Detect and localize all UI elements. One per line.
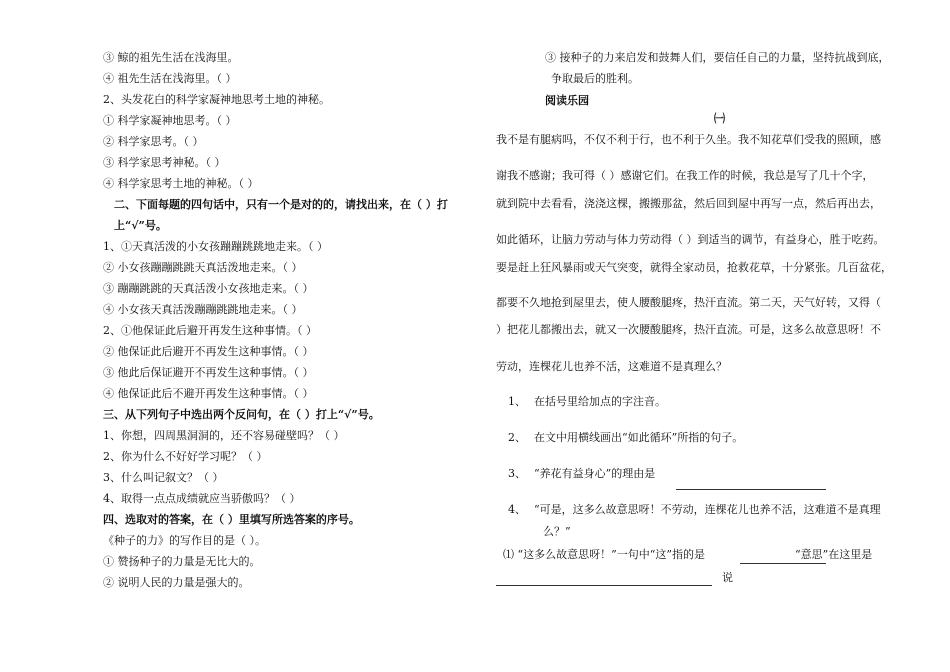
section-heading: 二、下面每题的四句话中，只有一个是对的的，请找出来，在（ ）打 [114,198,448,211]
passage-line: ）把花儿都搬出去，就又一次腰酸腿疼，热汗直流。可是，这多么故意思呀！不 [496,323,881,336]
question-text-cont: 么？” [543,525,571,538]
text-line: ④ 小女孩天真活泼蹦蹦跳跳地走来。（ ） [103,303,303,316]
question-number: 4、 [508,503,526,516]
section-heading: 三、从下列句子中选出两个反问句，在（ ）打上“√”号。 [103,408,380,421]
passage-line: 劳动，连棵花儿也养不活，这难道不是真理么？ [496,360,727,373]
text-line: ① 科学家凝神地思考。（ ） [103,114,237,127]
sub-question-text: 说 [722,571,733,584]
question-text: 在文中用横线画出“如此循环”所指的句子。 [534,431,744,444]
passage-line: 就到院中去看看，浇浇这棵，搬搬那盆，然后回到屋中再写一点，然后再出去， [496,197,881,210]
question-text: “养花有益身心”的理由是 [534,467,656,480]
question-text: 在括号里给加点的字注音。 [534,395,666,408]
passage-line: 都要不久地抢到屋里去，使人腰酸腿疼，热汗直流。第二天，天气好转，又得（ [496,296,881,309]
passage-line: 我不是有腿病吗，不仅不利于行，也不利于久坐。我不知花草们受我的照顾，感 [496,133,881,146]
text-line: 4、取得一点点成绩就应当骄傲吗？（ ） [103,492,301,505]
text-line: ③ 蹦蹦跳跳的天真活泼小女孩地走来。（ ） [103,282,314,295]
text-line: ③ 接种子的力来启发和鼓舞人们，要信任自己的力量，坚持抗战到底， [545,51,890,64]
text-line: ② 科学家思考。（ ） [103,135,204,148]
text-line: ④ 他保证此后不避开再发生这种事情。（ ） [103,387,314,400]
text-line: ② 他保证此后避开不再发生这种事情。（ ） [103,345,314,358]
passage-line: 要是赶上狂风暴雨或天气突变，就得全家动员，抢救花草，十分紧张。几百盆花， [496,261,892,274]
text-line: ④ 科学家思考土地的神秘。（ ） [103,177,259,190]
sub-question-text: “意思”在这里是 [795,548,873,561]
question-number: 2、 [508,431,526,444]
section-heading-cont: 上“√”号。 [114,219,167,232]
answer-blank[interactable] [496,585,712,586]
answer-blank[interactable] [740,563,826,564]
question-number: 1、 [508,395,526,408]
text-line: 1、①天真活泼的小女孩蹦蹦跳跳地走来。（ ） [103,240,328,253]
text-line: ③ 鲸的祖先生活在浅海里。 [103,51,239,64]
sub-question-text: ⑴ “这多么故意思呀！”一句中“这”指的是 [503,548,705,561]
text-line: ① 赞扬种子的力量是无比大的。 [103,555,261,568]
passage-line: 谢我不感谢；我可得（ ）感谢它们。在我工作的时候，我总是写了几十个字， [496,169,874,182]
question-text: “可是，这多么故意思呀！不劳动，连棵花儿也养不活，这难道不是真理 [534,503,881,516]
text-line: 2、你为什么不好好学习呢？（ ） [103,450,268,463]
text-line: 1、你想，四周黑洞洞的，还不容易碰壁吗？（ ） [103,429,345,442]
text-line: ③ 他此后保证避开不再发生这种事情。（ ） [103,366,314,379]
section-heading: 四、选取对的答案，在（ ）里填写所选答案的序号。 [103,513,360,526]
text-line: 《种子的力》的写作目的是（ ）。 [103,534,266,547]
answer-blank[interactable] [676,489,826,490]
text-line: 争取最后的胜利。 [551,72,639,85]
passage-line: 如此循环，让脑力劳动与体力劳动得（ ）到适当的调节，有益身心，胜于吃药。 [496,233,885,246]
question-number: 3、 [508,467,526,480]
text-line: ② 小女孩蹦蹦跳跳天真活泼地走来。（ ） [103,261,303,274]
text-line: 2、头发花白的科学家凝神地思考土地的神秘。 [103,93,330,106]
passage-number: ㈠ [714,112,725,125]
text-line: ② 说明人民的力量是强大的。 [103,576,250,589]
text-line: ③ 科学家思考神秘。（ ） [103,156,226,169]
text-line: 2、①他保证此后避开再发生这种事情。（ ） [103,324,317,337]
section-title: 阅读乐园 [545,94,589,107]
text-line: 3、什么叫记叙文？（ ） [103,471,224,484]
text-line: ④ 祖先生活在浅海里。（ ） [103,72,237,85]
